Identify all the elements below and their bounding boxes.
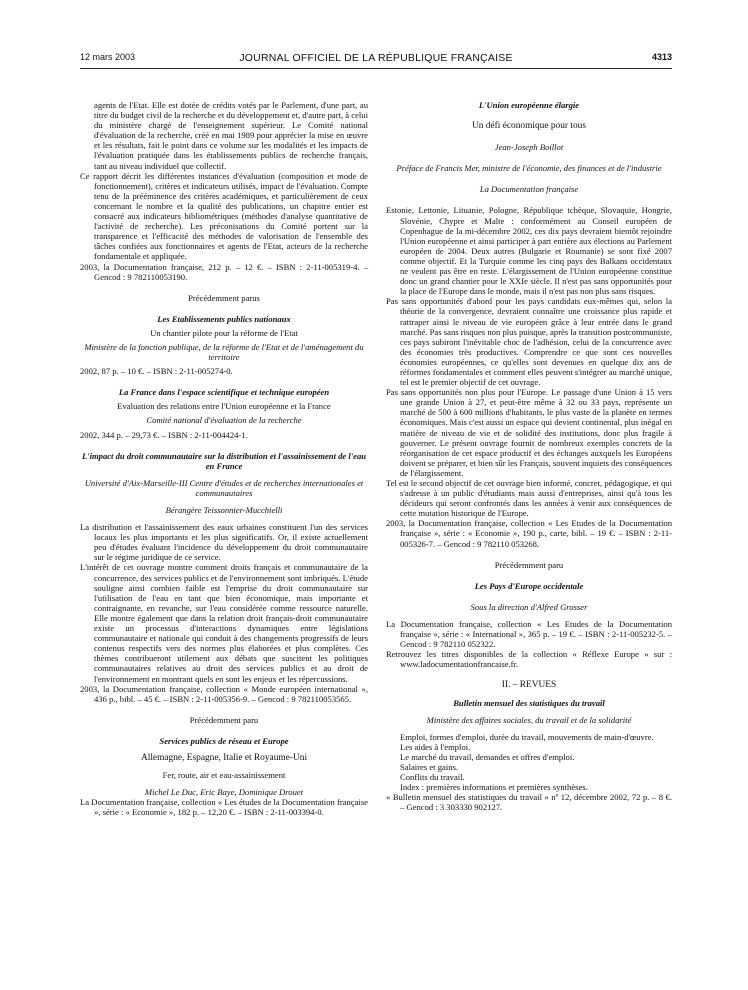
paragraph: Estonie, Lettonie, Lituanie, Pologne, République tchèque, Slovaquie, Hongrie, Slovénie, Chypre et Malte : conformément au Conseil européen de Copenhague de la mi-décembre 2002, ces dix pays devraient bientôt rejoindre l'Union européenne et ainsi participer à part entière aux élections au Parlement européen de 2004. Deux autres (Bulgarie et Roumanie) se sont fixé 2007 comme objectif. Et la Turquie comme les cinq pays des Balkans occidentaux ne veulent pas être en reste. L'élargissement de l'Union européenne constitue donc un grand chantier pour le XXIe siècle. Il n'est pas sans opportunités pour la place de l'Europe dans le monde, mais il n'est pas non plus sans risques.	[386, 205, 672, 297]
publication-reference: « Bulletin mensuel des statistiques du travail » nº 12, décembre 2002, 72 p. – 8 €. – Gencod : 3 303330 902127.	[386, 792, 672, 813]
publication-subtitle: Fer, route, air et eau-assainissement	[162, 770, 286, 781]
publication-title: L'Union européenne élargie	[478, 100, 580, 110]
publication-subtitle: Un chantier pilote pour la réforme de l'Etat	[150, 327, 298, 338]
publication-subtitle: Evaluation des relations entre l'Union européenne et la France	[117, 401, 331, 412]
issue-date: 12 mars 2003	[80, 52, 136, 62]
section-label: Précédemment paru	[189, 714, 259, 725]
page-number: 4313	[651, 52, 672, 62]
publication-title: La France dans l'espace scientifique et technique européen	[118, 387, 330, 398]
publication-subtitle: Allemagne, Espagne, Italie et Royaume-Uni	[140, 752, 308, 763]
publication-author: Bérangère Teissonnier-Mucchielli	[165, 505, 283, 515]
list-item: Les aides à l'emploi.	[400, 741, 471, 752]
right-column	[386, 100, 672, 812]
list-item: Emploi, formes d'emploi, durée du travail, mouvements de main-d'œuvre.	[400, 731, 654, 742]
publication-author: Michel Le Duc, Eric Baye, Dominique Drouet	[144, 787, 304, 798]
list-item: Salaires et gains.	[400, 761, 458, 772]
section-label: Précédemment paru	[494, 559, 564, 570]
publication-reference: 2002, 344 p. – 29,73 €. – ISBN : 2-11-004424-1.	[80, 429, 248, 440]
section-heading: II. – REVUES	[501, 680, 557, 691]
paragraph: agents de l'Etat. Elle est dotée de crédits votés par le Parlement, d'une part, au titre du budget civil de la recherche et du développement et, d'autre part, à celui du ministère chargé de l'enseignement supérieur. Le Comité national d'évaluation de la recherche, créé en mai 1989 pour apprécier la mise en œuvre et les résultats, fait le point dans ce volume sur les modalités et les impacts de l'évaluation pratiquée dans les établissements publics de recherche français, tant au niveau individuel que collectif.	[94, 100, 368, 171]
publication-reference: 2003, la Documentation française, collection « Monde européen international », 436 p., bibl. – 45 €. – ISBN : 2-11-005356-9. – Gencod : 9 782110053565.	[80, 683, 368, 704]
list-item: Conflits du travail.	[400, 772, 465, 783]
publication-reference: La Documentation française, collection « Les études de la Documentation française », série : « Economie », 182 p. – 12,20 €. – ISBN : 2-11-003394-0.	[80, 797, 368, 818]
paragraph: L'intérêt de cet ouvrage montre comment droits français et communautaire de la concurrence, des services publics et de l'environnement sont imbriqués. L'étude souligne ainsi combien faible est l'emprise du droit communautaire sur l'utilisation de l'eau en tant que bien économique, mais importante et contraignante, en revanche, sur l'eau considérée comme ressource naturelle. Elle montre également que dans la relation droit français-droit communautaire existe un processus d'interactions dynamiques entre législations communautaire et nationale qui conduit à des changements progressifs de leurs contenus respectifs vers des normes plus élaborées et plus complètes. Ces thèmes contribueront utilement aux débats que suscitent les politiques communautaires relatives au droit des services publics et au droit de l'environnement en montrant quels en sont les enjeux et les répercussions.	[80, 562, 368, 684]
publication-author: Ministère des affaires sociales, du travail et de la solidarité	[426, 714, 632, 725]
paragraph: Pas sans opportunités d'abord pour les pays candidats eux-mêmes qui, selon la théorie de la convergence, devraient connaître une croissance plus rapide et rattraper ainsi le niveau de vie européen grâce à leur entrée dans le grand marché. Pas sans risques non plus puisque, après la transition postcommuniste, ces pays subiront l'inévitable choc de l'adhésion, celui de la concurrence avec des économies très productives. Comprendre ce que sont ces nouvelles économies européennes, ce qu'elles sont devenues en quelque dix ans de réformes fondamentales et comment elles peuvent s'intégrer au marché unique, tel est le premier objectif de cet ouvrage.	[386, 296, 672, 388]
paragraph: La distribution et l'assainissement des eaux urbaines constituent l'un des services locaux les plus importants et les plus significatifs. Or, il existe actuellement peu d'études évaluant l'incidence du développement du droit communautaire sur le régime juridique de ce service.	[80, 522, 368, 563]
paragraph: Ce rapport décrit les différentes instances d'évaluation (composition et mode de fonctionnement), critères et indicateurs utilisés, impact de l'évaluation. Compte tenu de la prééminence des critères académiques, et particulièrement de ceux concernant le nombre et la qualité des publications, un chapitre entier est consacré aux indicateurs bibliométriques (méthodes d'analyse quantitative de l'activité de recherche). Les préconisations du Comité portent sur la transparence et l'efficacité des méthodes de valorisation de l'ensemble des tâches confiées aux fonctionnaires et agents de l'Etat, acteurs de la recherche fondamentale et appliquée.	[80, 170, 368, 262]
publication-author: Ministère de la fonction publique, de la réforme de l'Etat et de l'aménagement du territoire	[84, 341, 364, 363]
publication-reference: 2003, la Documentation française, 212 p. – 12 €. – ISBN : 2-11-005319-4. – Gencod : 9 782110053190.	[80, 261, 368, 282]
list-item: Index : premières informations et premières synthèses.	[400, 782, 588, 793]
publication-reference: 2002, 87 p. – 10 €. – ISBN : 2-11-005274-0.	[80, 366, 233, 377]
left-column	[80, 100, 368, 817]
publication-author: Sous la direction d'Alfred Grosser	[470, 601, 588, 612]
publication-author: Jean-Joseph Boillot	[494, 142, 564, 153]
publication-title: Services publics de réseau et Europe	[159, 735, 289, 746]
journal-title: JOURNAL OFFICIEL DE LA RÉPUBLIQUE FRANÇAISE	[239, 52, 513, 64]
collection-note: Retrouvez les titres disponibles de la collection « Réflexe Europe » sur : www.ladocumentationfrancaise.fr.	[386, 649, 672, 670]
publication-author: Comité national d'évaluation de la recherche	[146, 415, 302, 426]
section-label: Précédemment parus	[188, 292, 260, 303]
publication-organisation: La Documentation française	[479, 184, 579, 195]
publication-subtitle: Un défi économique pour tous	[471, 121, 587, 132]
publication-title: L'impact du droit communautaire sur la distribution et l'assainissement de l'eau en France	[81, 450, 367, 471]
paragraph: Pas sans opportunités non plus pour l'Europe. Le passage d'une Union à 15 vers une grande Union à 27, et peut-être même à 32 ou 33 pays, représente un marché de 500 à 600 millions d'habitants, le plus vaste de la planète en termes économiques. Mais c'est aussi un espace qui devient continental, plus inégal en matière de niveau de vie et de solidité des institutions, donc plus fragile à gouverner. Le présent ouvrage fournit de nombreux exemples concrets de la réorganisation de cet espace productif et des échanges auxquels les Européens doivent se préparer, et bien sûr les Français, souvent inquiets des conséquences de l'élargissement.	[386, 387, 672, 478]
contents-list	[386, 732, 672, 793]
publication-reference: La Documentation française, collection « Les Etudes de la Documentation française », série : « International », 365 p. – 19 €. – ISBN : 2-11-005232-5. – Gencod : 9 782110 052322.	[386, 618, 672, 650]
publication-reference: 2003, la Documentation française, collection « Les Etudes de la Documentation française », série : « Economie », 190 p., carte, bibl. – 19 €. – ISBN : 2-11-005326-7. – Gencod : 9 782110 053268.	[386, 518, 672, 549]
header-rule	[80, 68, 672, 69]
publication-organisation: Université d'Aix-Marseille-III Centre d'études et de recherches internationales et communautaires	[84, 477, 364, 498]
page-header	[80, 52, 672, 68]
paragraph: Tel est le second objectif de cet ouvrage bien informé, concret, pédagogique, et qui s'adresse à un public d'étudiants mais aussi d'entreprises, ainsi qu'à tous les décideurs qui seront confrontés dans les années à venir aux conséquences de cette mutation historique de l'Europe.	[386, 478, 672, 519]
publication-title: Les Etablissements publics nationaux	[157, 313, 291, 324]
publication-preface: Préface de Francis Mer, ministre de l'économie, des finances et de l'industrie	[396, 163, 662, 174]
publication-title: Bulletin mensuel des statistiques du travail	[453, 697, 605, 708]
list-item: Le marché du travail, demandes et offres d'emploi.	[400, 751, 575, 762]
publication-title: Les Pays d'Europe occidentale	[474, 580, 584, 591]
